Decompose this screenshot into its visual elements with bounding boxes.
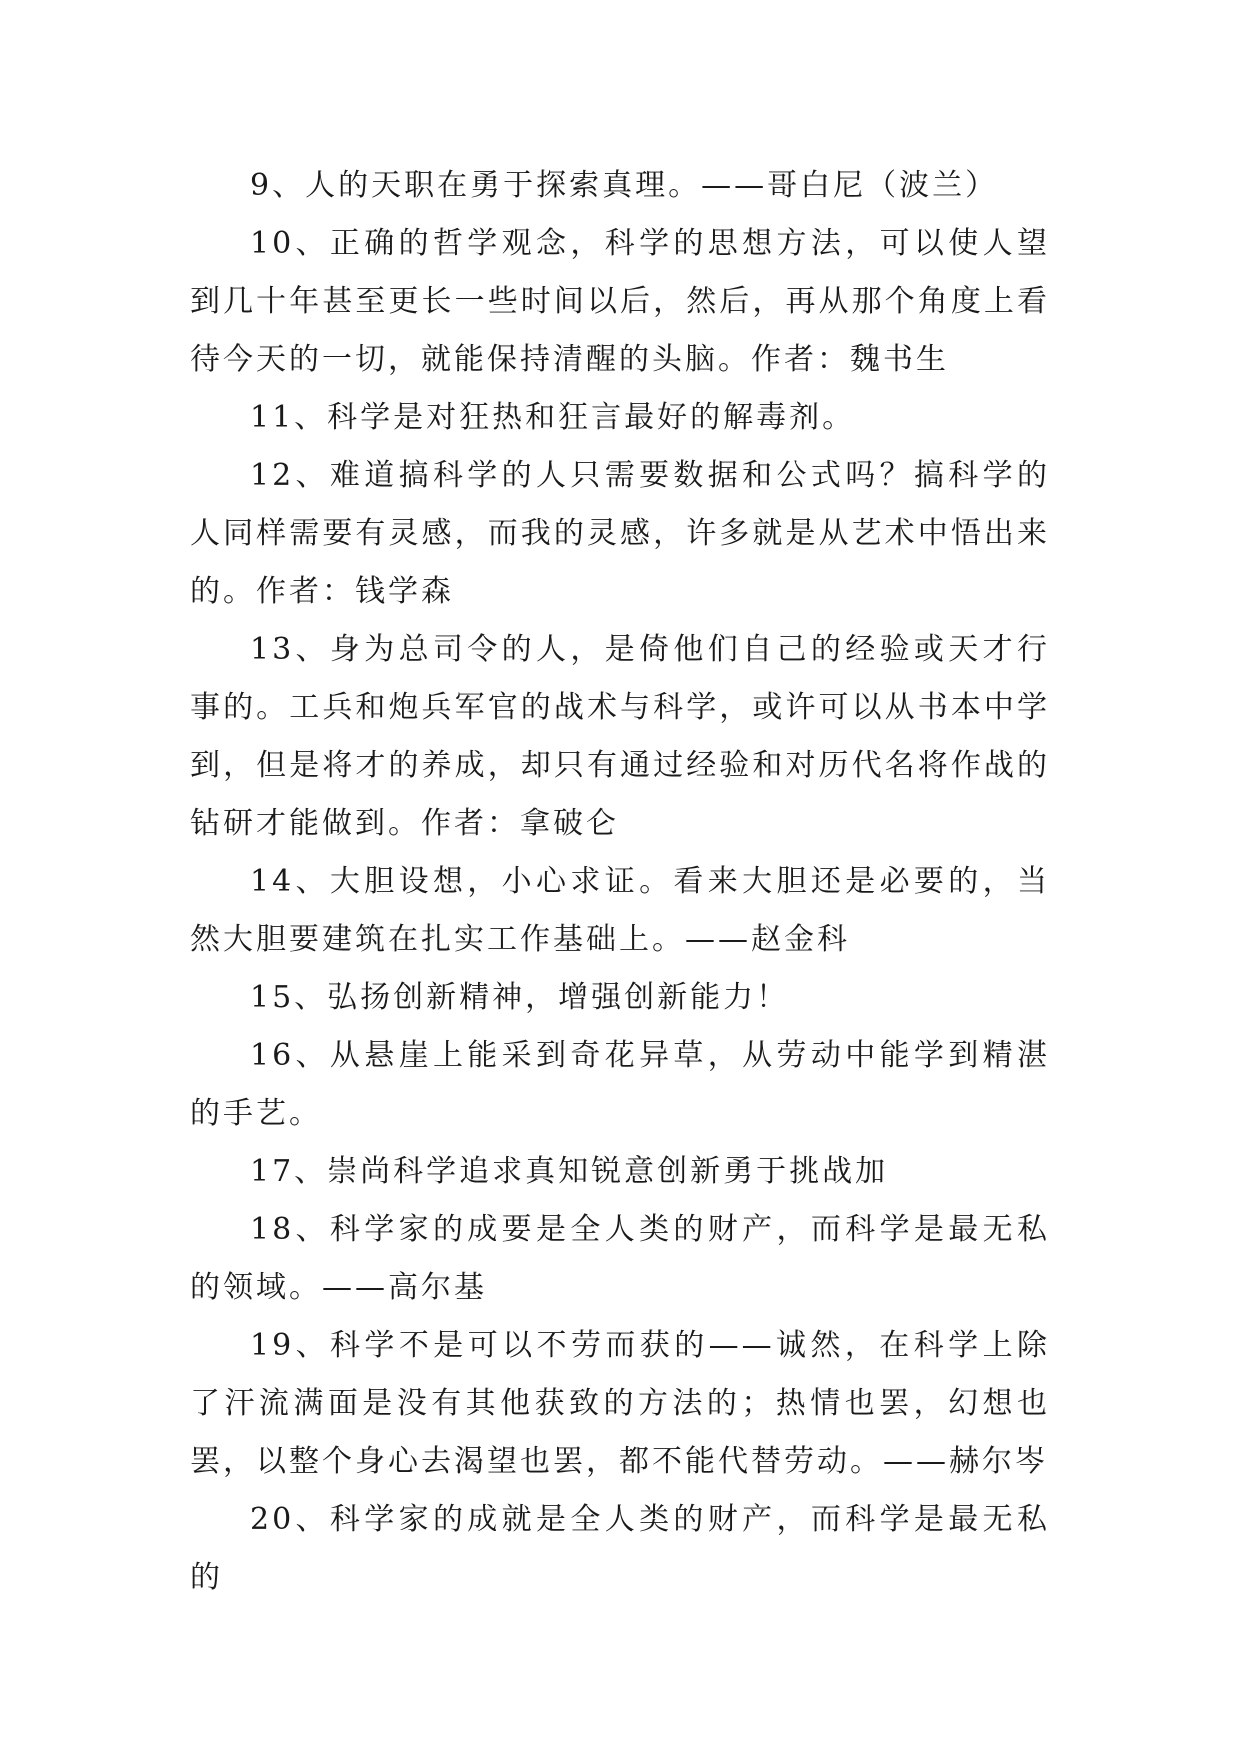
quote-paragraph-18: 18、科学家的成要是全人类的财产，而科学是最无私的领域。——高尔基: [190, 1212, 1050, 1305]
quote-paragraph-20: 20、科学家的成就是全人类的财产，而科学是最无私的: [190, 1502, 1050, 1595]
quote-paragraph-16: 16、从悬崖上能采到奇花异草，从劳动中能学到精湛的手艺。: [190, 1038, 1050, 1131]
quote-paragraph-12: 12、难道搞科学的人只需要数据和公式吗？搞科学的人同样需要有灵感，而我的灵感，许多就是从艺术中悟出来的。作者：钱学森: [190, 458, 1050, 609]
quote-paragraph-9: 9、人的天职在勇于探索真理。——哥白尼（波兰）: [250, 168, 999, 203]
quote-paragraph-10: 10、正确的哲学观念，科学的思想方法，可以使人望到几十年甚至更长一些时间以后，然后，再从那个角度上看待今天的一切，就能保持清醒的头脑。作者：魏书生: [190, 226, 1050, 377]
quote-paragraph-17: 17、崇尚科学追求真知锐意创新勇于挑战加: [250, 1154, 889, 1189]
quote-paragraph-14: 14、大胆设想，小心求证。看来大胆还是必要的，当然大胆要建筑在扎实工作基础上。——赵金科: [190, 864, 1050, 957]
quote-paragraph-19: 19、科学不是可以不劳而获的——诚然，在科学上除了汗流满面是没有其他获致的方法的；热情也罢，幻想也罢，以整个身心去渴望也罢，都不能代替劳动。——赫尔岑: [190, 1328, 1050, 1479]
quote-paragraph-13: 13、身为总司令的人，是倚他们自己的经验或天才行事的。工兵和炮兵军官的战术与科学，或许可以从书本中学到，但是将才的养成，却只有通过经验和对历代名将作战的钻研才能做到。作者：拿破仑: [190, 632, 1050, 841]
document-body: [190, 157, 1050, 1607]
quote-paragraph-15: 15、弘扬创新精神，增强创新能力！: [250, 980, 790, 1015]
quote-paragraph-11: 11、科学是对狂热和狂言最好的解毒剂。: [250, 400, 856, 435]
